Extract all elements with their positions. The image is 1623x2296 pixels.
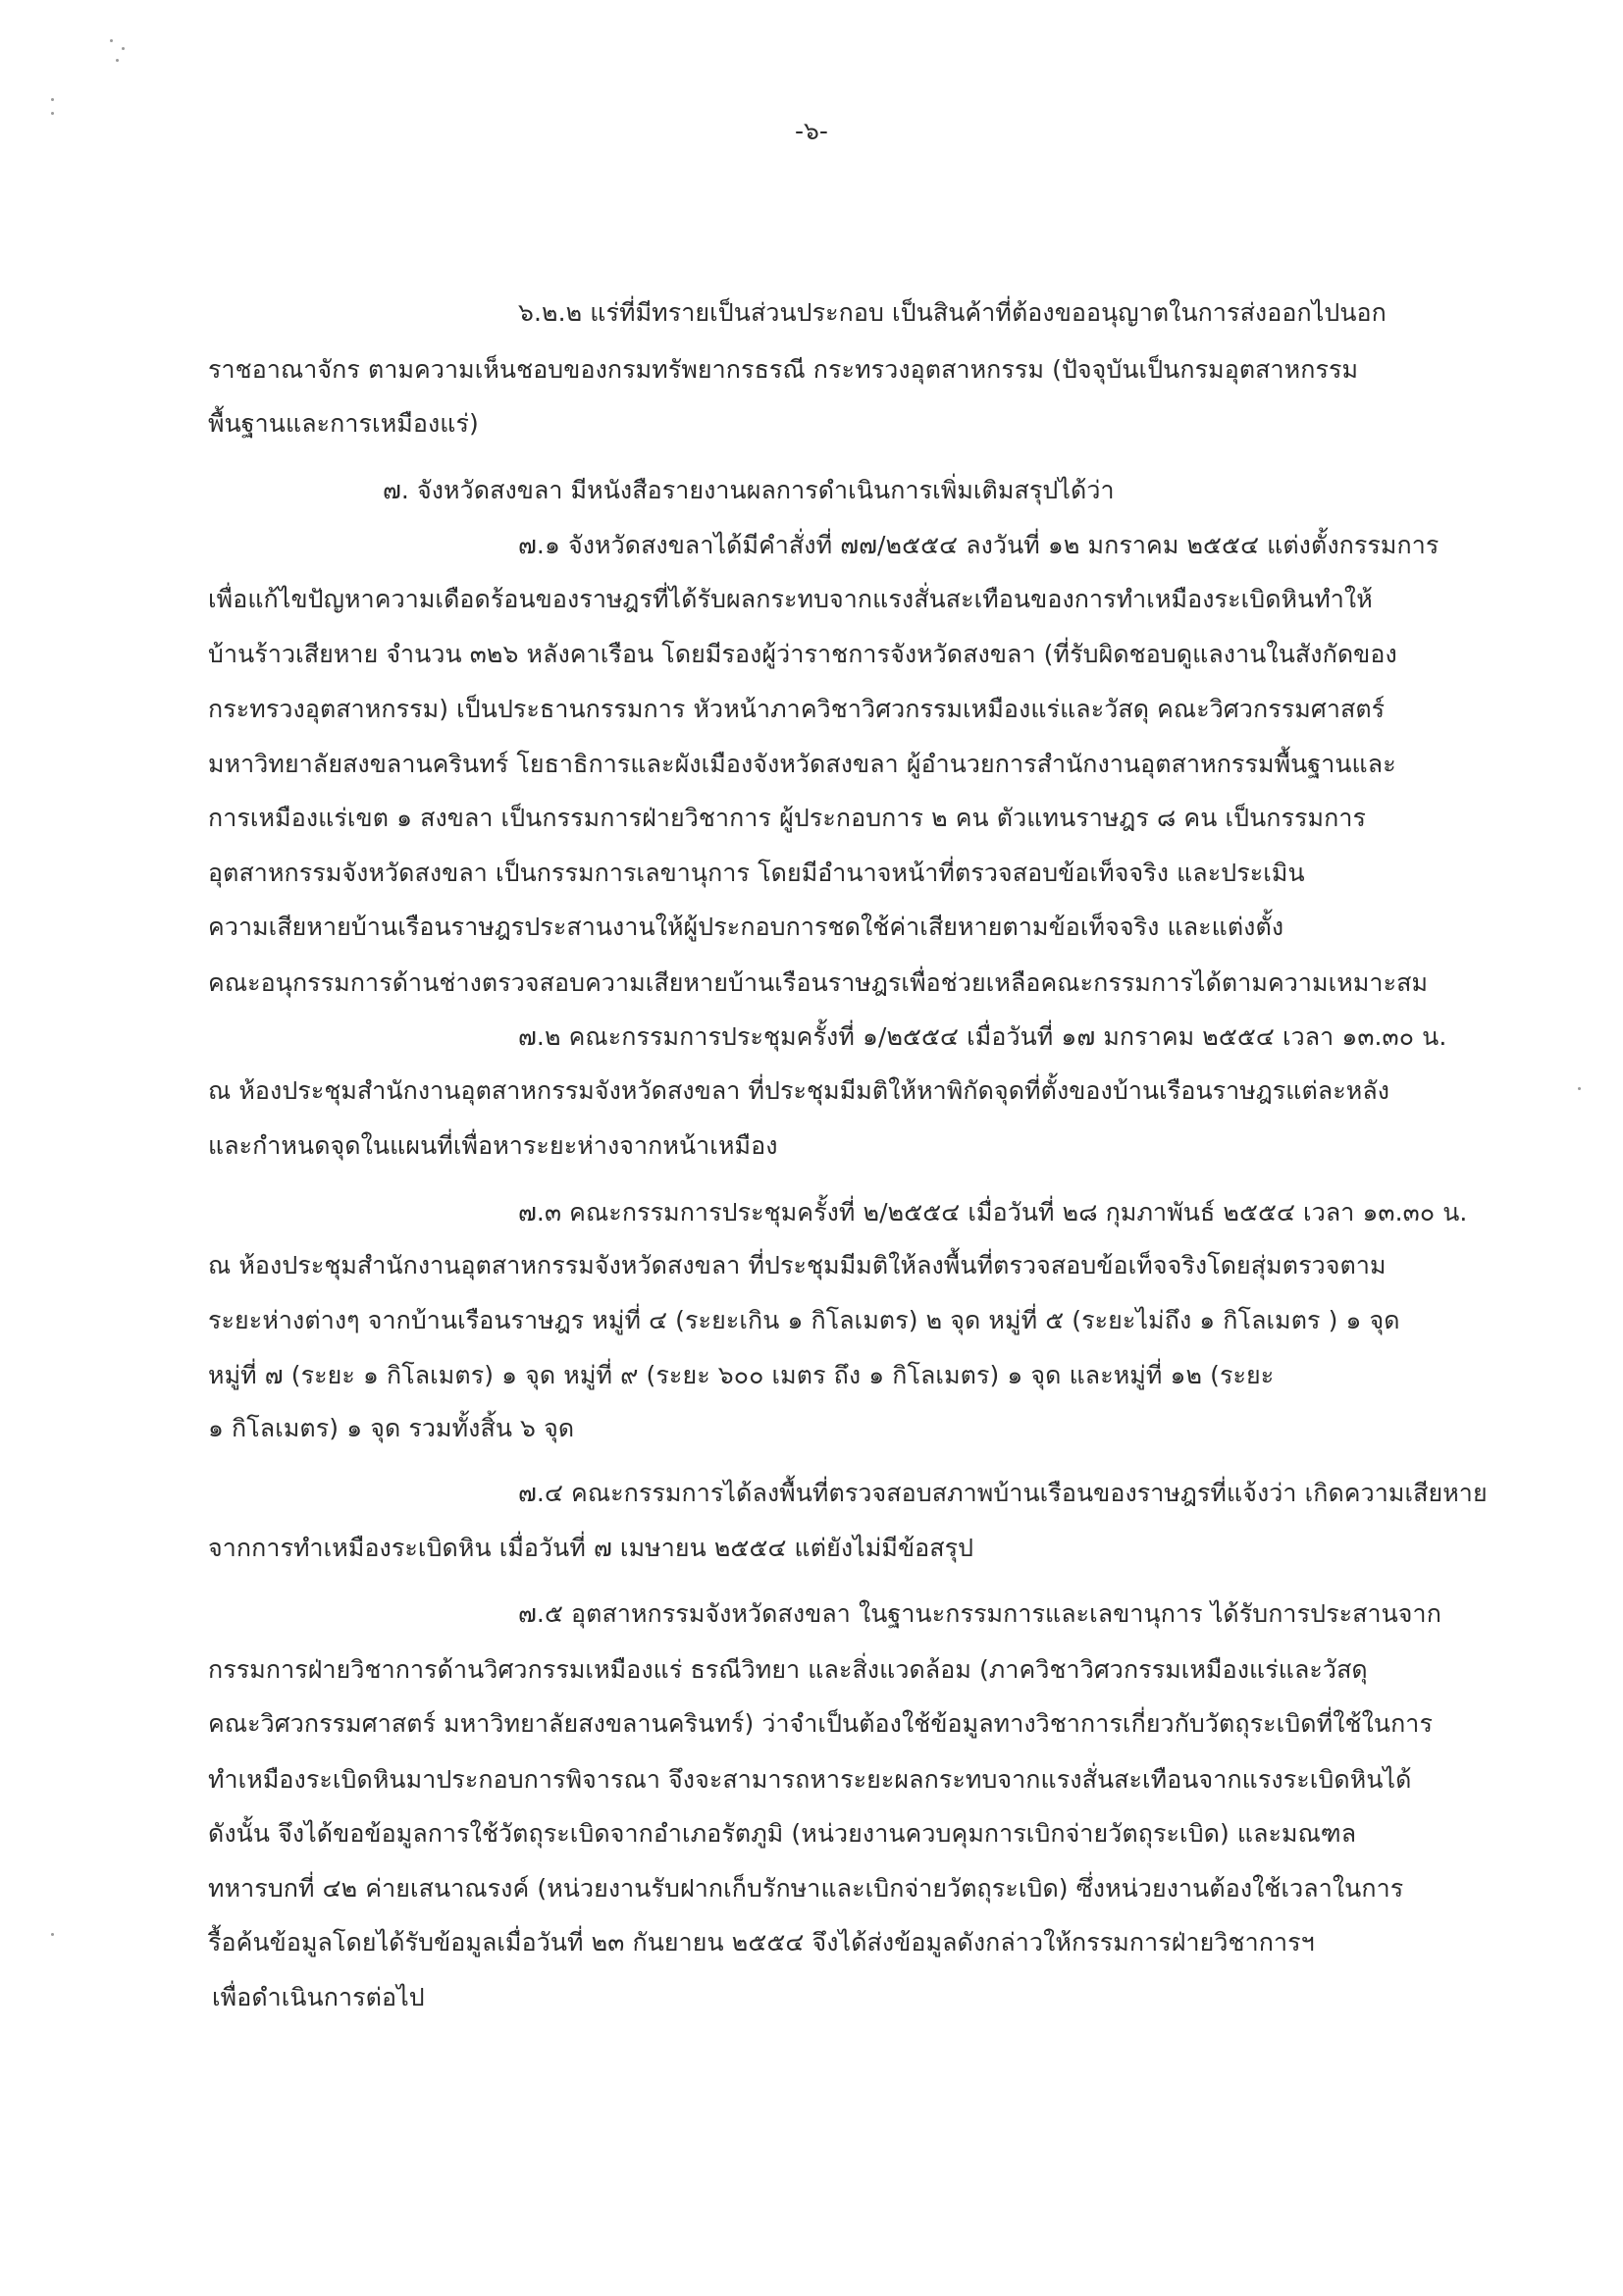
paragraph-line: ณ ห้องประชุมสำนักงานอุตสาหกรรมจังหวัดสงขลา ที่ประชุมมีมติให้หาพิกัดจุดที่ตั้งของบ้านเรือนราษฎรแต่ละหลัง bbox=[208, 1076, 1390, 1105]
paragraph-line: ๗.๑ จังหวัดสงขลาได้มีคำสั่งที่ ๗๗/๒๕๕๔ ลงวันที่ ๑๒ มกราคม ๒๕๕๔ แต่งตั้งกรรมการ bbox=[518, 531, 1440, 559]
paragraph-line: คณะวิศวกรรมศาสตร์ มหาวิทยาลัยสงขลานครินทร์) ว่าจำเป็นต้องใช้ข้อมูลทางวิชาการเกี่ยวกับวัตถุระเบิดที่ใช้ในการ bbox=[208, 1709, 1433, 1738]
section-heading: ๗. จังหวัดสงขลา มีหนังสือรายงานผลการดำเนินการเพิ่มเติมสรุปได้ว่า bbox=[383, 476, 1115, 504]
paragraph-line: ๖.๒.๒ แร่ที่มีทรายเป็นส่วนประกอบ เป็นสินค้าที่ต้องขออนุญาตในการส่งออกไปนอก bbox=[518, 298, 1387, 327]
paragraph-line: ๗.๒ คณะกรรมการประชุมครั้งที่ ๑/๒๕๕๔ เมื่อวันที่ ๑๗ มกราคม ๒๕๕๔ เวลา ๑๓.๓๐ น. bbox=[518, 1022, 1447, 1051]
paragraph-line: ๗.๔ คณะกรรมการได้ลงพื้นที่ตรวจสอบสภาพบ้านเรือนของราษฎรที่แจ้งว่า เกิดความเสียหาย bbox=[518, 1479, 1488, 1507]
scan-speck bbox=[122, 47, 125, 50]
paragraph-line: เพื่อแก้ไขปัญหาความเดือดร้อนของราษฎรที่ได้รับผลกระทบจากแรงสั่นสะเทือนของการทำเหมืองระเบิดหินทำให้ bbox=[208, 585, 1373, 613]
scan-speck bbox=[51, 98, 54, 101]
paragraph-line: มหาวิทยาลัยสงขลานครินทร์ โยธาธิการและผังเมืองจังหวัดสงขลา ผู้อำนวยการสำนักงานอุตสาหกรรมพื้นฐานและ bbox=[208, 750, 1396, 778]
page-number: -๖- bbox=[795, 117, 828, 145]
paragraph-line: หมู่ที่ ๗ (ระยะ ๑ กิโลเมตร) ๑ จุด หมู่ที่ ๙ (ระยะ ๖๐๐ เมตร ถึง ๑ กิโลเมตร) ๑ จุด และหมู่ที่ ๑๒ (ระยะ bbox=[208, 1361, 1275, 1389]
paragraph-line: บ้านร้าวเสียหาย จำนวน ๓๒๖ หลังคาเรือน โดยมีรองผู้ว่าราชการจังหวัดสงขลา (ที่รับผิดชอบดูแลงานในสังกัดของ bbox=[208, 640, 1397, 668]
paragraph-line: คณะอนุกรรมการด้านช่างตรวจสอบความเสียหายบ้านเรือนราษฎรเพื่อช่วยเหลือคณะกรรมการได้ตามความเหมาะสม bbox=[208, 968, 1429, 997]
paragraph-line: ระยะห่างต่างๆ จากบ้านเรือนราษฎร หมู่ที่ ๔ (ระยะเกิน ๑ กิโลเมตร) ๒ จุด หมู่ที่ ๕ (ระยะไม่ถึง ๑ กิโลเมตร ) ๑ จุด bbox=[208, 1306, 1400, 1334]
paragraph-line: ความเสียหายบ้านเรือนราษฎรประสานงานให้ผู้ประกอบการชดใช้ค่าเสียหายตามข้อเท็จจริง และแต่งตั้ง bbox=[208, 913, 1284, 941]
scan-speck bbox=[110, 39, 113, 42]
paragraph-line: กรรมการฝ่ายวิชาการด้านวิศวกรรมเหมืองแร่ ธรณีวิทยา และสิ่งแวดล้อม (ภาควิชาวิศวกรรมเหมืองแร่และวัสดุ bbox=[208, 1655, 1368, 1684]
paragraph-line: รื้อค้นข้อมูลโดยได้รับข้อมูลเมื่อวันที่ ๒๓ กันยายน ๒๕๕๔ จึงได้ส่งข้อมูลดังกล่าวให้กรรมการฝ่ายวิชาการฯ bbox=[208, 1928, 1315, 1957]
paragraph-line: กระทรวงอุตสาหกรรม) เป็นประธานกรรมการ หัวหน้าภาควิชาวิศวกรรมเหมืองแร่และวัสดุ คณะวิศวกรรมศาสตร์ bbox=[208, 695, 1386, 723]
paragraph-line: จากการทำเหมืองระเบิดหิน เมื่อวันที่ ๗ เมษายน ๒๕๕๔ แต่ยังไม่มีข้อสรุป bbox=[208, 1534, 974, 1562]
paragraph-line: การเหมืองแร่เขต ๑ สงขลา เป็นกรรมการฝ่ายวิชาการ ผู้ประกอบการ ๒ คน ตัวแทนราษฎร ๘ คน เป็นกรรมการ bbox=[208, 804, 1367, 832]
scan-speck bbox=[51, 1933, 54, 1936]
paragraph-line: พื้นฐานและการเหมืองแร่) bbox=[208, 409, 479, 438]
paragraph-line: ๗.๕ อุตสาหกรรมจังหวัดสงขลา ในฐานะกรรมการและเลขานุการ ได้รับการประสานจาก bbox=[518, 1599, 1441, 1628]
paragraph-line: ๑ กิโลเมตร) ๑ จุด รวมทั้งสิ้น ๖ จุด bbox=[208, 1414, 575, 1442]
paragraph-line: ณ ห้องประชุมสำนักงานอุตสาหกรรมจังหวัดสงขลา ที่ประชุมมีมติให้ลงพื้นที่ตรวจสอบข้อเท็จจริงโดยสุ่มตรวจตาม bbox=[208, 1251, 1387, 1279]
paragraph-line: ดังนั้น จึงได้ขอข้อมูลการใช้วัตถุระเบิดจากอำเภอรัตภูมิ (หน่วยงานควบคุมการเบิกจ่ายวัตถุระเบิด) และมณฑล bbox=[208, 1819, 1357, 1848]
scan-speck bbox=[116, 59, 119, 62]
paragraph-line: ทำเหมืองระเบิดหินมาประกอบการพิจารณา จึงจะสามารถหาระยะผลกระทบจากแรงสั่นสะเทือนจากแรงระเบิดหินได้ bbox=[208, 1765, 1412, 1794]
paragraph-line: ราชอาณาจักร ตามความเห็นชอบของกรมทรัพยากรธรณี กระทรวงอุตสาหกรรม (ปัจจุบันเป็นกรมอุตสาหกรรม bbox=[208, 355, 1359, 384]
paragraph-line: อุตสาหกรรมจังหวัดสงขลา เป็นกรรมการเลขานุการ โดยมีอำนาจหน้าที่ตรวจสอบข้อเท็จจริง และประเมิน bbox=[208, 859, 1305, 887]
paragraph-line: และกำหนดจุดในแผนที่เพื่อหาระยะห่างจากหน้าเหมือง bbox=[208, 1131, 778, 1160]
scan-speck bbox=[1578, 1087, 1581, 1090]
paragraph-line: ทหารบกที่ ๔๒ ค่ายเสนาณรงค์ (หน่วยงานรับฝากเก็บรักษาและเบิกจ่ายวัตถุระเบิด) ซึ่งหน่วยงานต้องใช้เวลาในการ bbox=[208, 1874, 1404, 1903]
paragraph-line: เพื่อดำเนินการต่อไป bbox=[212, 1983, 425, 2011]
paragraph-line: ๗.๓ คณะกรรมการประชุมครั้งที่ ๒/๒๕๕๔ เมื่อวันที่ ๒๘ กุมภาพันธ์ ๒๕๕๔ เวลา ๑๓.๓๐ น. bbox=[518, 1198, 1468, 1226]
